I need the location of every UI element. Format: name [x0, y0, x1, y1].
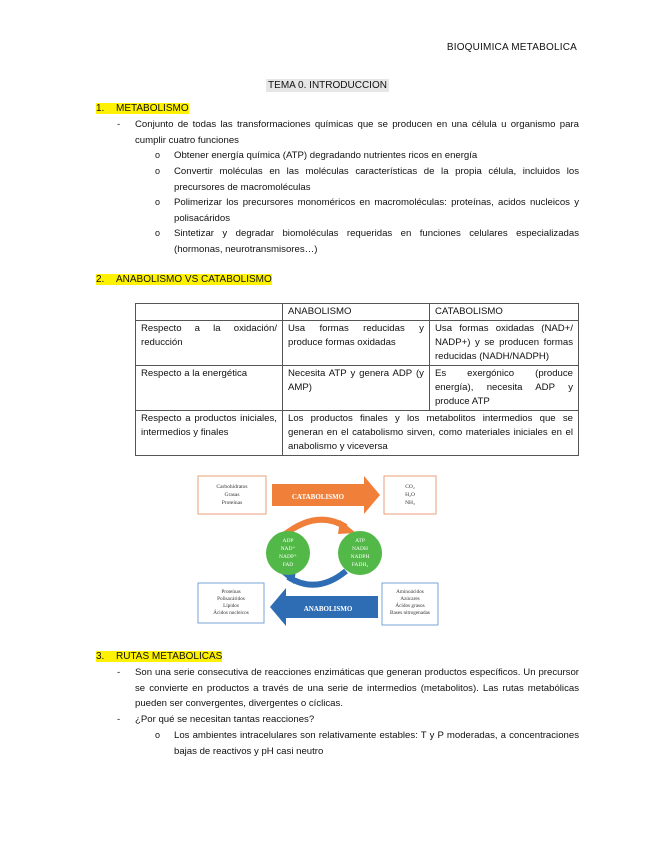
cofactor-label: FADH₂ [351, 562, 369, 568]
cycle-arrowhead-top [338, 520, 356, 534]
macromolecule-label: Ácidos nucleicos [213, 610, 249, 616]
reactant-label: Grasas [224, 492, 240, 498]
document-header: BIOQUIMICA METABOLICA [446, 42, 577, 53]
table-header-cell: ANABOLISMO [282, 304, 429, 321]
page-title-text: TEMA 0. INTRODUCCION [268, 80, 387, 91]
cofactor-label: ADP [282, 538, 294, 544]
circle-bullet: o [155, 730, 161, 740]
table-cell: Los productos finales y los metabolitos intermedios que se generan en el catabolismo sirven, como materiales iniciales en el anabolismo y viceversa [282, 411, 578, 456]
building-block-label: Bases nitrogenadas [390, 610, 430, 616]
section-2-heading [96, 272, 272, 288]
table-cell: Usa formas reducidas y produce formas oxidadas [282, 321, 429, 366]
table-header-row [136, 304, 579, 321]
section-1-title: METABOLISMO [116, 103, 189, 114]
anabolism-label: ANABOLISMO [303, 605, 353, 613]
product-label: H₂O [405, 492, 415, 498]
section-3-heading [96, 649, 222, 665]
table-row [136, 411, 579, 456]
function-item: Sintetizar y degradar biomoléculas requeridas en funciones celulares especializadas (hormonas, neurotransmisores…) [174, 228, 579, 255]
dash-bullet: - [117, 667, 121, 678]
circle-bullet: o [155, 150, 161, 160]
comparison-table [135, 303, 579, 456]
section-3-title: RUTAS METABOLICAS [116, 651, 223, 662]
cofactor-label: NADPH [350, 554, 370, 560]
table-cell: Respecto a la oxidación/ reducción [136, 321, 283, 366]
function-item: Polimerizar los precursores monoméricos en macromoléculas: proteínas, acidos nucleicos y polisacáridos [174, 197, 579, 224]
reactant-label: Carbohidratos [216, 484, 248, 490]
section-1-heading [96, 101, 189, 117]
section-3-subitem: Los ambientes intracelulares son relativamente estables: T y P moderadas, a concentraciones bajas de reactivos y pH casi neutro [174, 730, 579, 757]
cofactor-label: NADH [352, 546, 368, 552]
table-cell: Respecto a productos iniciales, intermedios y finales [136, 411, 283, 456]
circle-bullet: o [155, 166, 161, 176]
dash-bullet: - [117, 714, 121, 725]
building-block-label: Aminoácidos [396, 589, 424, 595]
macromolecule-label: Polisacáridos [217, 596, 245, 602]
section-2-number: 2. [96, 274, 105, 285]
table-cell: Es exergónico (produce energía), necesita ADP y produce ATP [429, 366, 578, 411]
cofactor-label: FAD [282, 562, 294, 568]
table-cell: Necesita ATP y genera ADP (y AMP) [282, 366, 429, 411]
section-3-point-2: ¿Por qué se necesitan tantas reacciones? [135, 714, 315, 725]
page-title [0, 78, 655, 94]
building-block-label: Ácidos grasos [395, 603, 425, 609]
building-block-label: Azúcares [400, 596, 420, 602]
function-item: Obtener energía química (ATP) degradando nutrientes ricos en energía [174, 150, 478, 161]
macromolecule-label: Lípidos [223, 603, 239, 609]
circle-bullet: o [155, 197, 161, 207]
catabolism-label: CATABOLISMO [291, 493, 345, 501]
product-label: NH₃ [405, 500, 415, 506]
section-2-title: ANABOLISMO VS CATABOLISMO [116, 274, 272, 285]
table-row [136, 366, 579, 411]
table-row [136, 321, 579, 366]
macromolecule-label: Proteínas [221, 589, 241, 595]
section-3-number: 3. [96, 651, 105, 662]
table-header-cell: CATABOLISMO [429, 304, 578, 321]
function-item: Convertir moléculas en las moléculas características de la propia célula, incluidos los precursores de macromoléculas [174, 166, 579, 193]
section-1-intro: Conjunto de todas las transformaciones químicas que se producen en una célula u organismo para cumplir cuatro funciones [135, 119, 579, 146]
cofactor-label: NADP⁺ [279, 554, 297, 560]
table-cell: Usa formas oxidadas (NAD+/ NADP+) y se producen formas reducidas (NADH/NADPH) [429, 321, 578, 366]
table-cell: Respecto a la energética [136, 366, 283, 411]
cofactor-label: ATP [355, 538, 365, 544]
reactant-label: Proteínas [221, 500, 243, 506]
dash-bullet: - [117, 119, 121, 130]
section-1-number: 1. [96, 103, 105, 114]
cofactor-label: NAD⁺ [280, 546, 296, 552]
table-header-cell [136, 304, 283, 321]
circle-bullet: o [155, 228, 161, 238]
section-3-point-1: Son una serie consecutiva de reacciones enzimáticas que generan productos específicos. Un precursor se convierte en productos a través de una serie de intermedios (metabolitos). Las rutas metabólicas pueden ser convergentes, divergentes o cíclicas. [135, 667, 579, 709]
metabolism-diagram [196, 471, 439, 629]
product-label: CO₂ [405, 484, 415, 490]
